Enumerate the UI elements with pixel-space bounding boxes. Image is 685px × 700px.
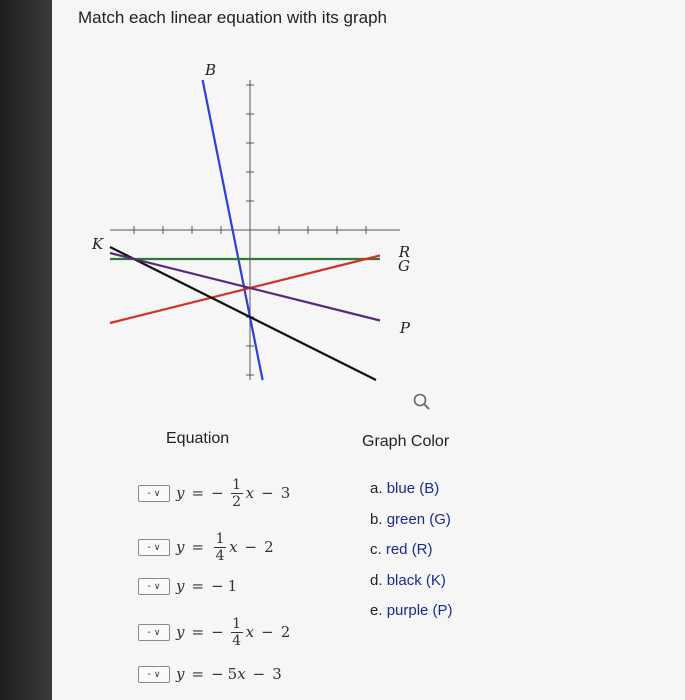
chevron-down-icon: ∨: [153, 668, 161, 679]
chevron-down-icon: ∨: [153, 580, 161, 591]
photo-edge: [0, 0, 52, 700]
equation-row: [138, 476, 291, 510]
answer-dropdown[interactable]: - ∨: [138, 485, 170, 502]
equation: y = − 5 x − 3: [176, 665, 282, 683]
line-P: [110, 253, 380, 321]
chevron-down-icon: ∨: [153, 626, 161, 637]
graph: [80, 50, 410, 390]
equation: y = − $\frac{1}{2}$ x − 3: [176, 476, 291, 510]
fraction: $\frac{1}{2}$: [232, 476, 242, 510]
answer-dropdown[interactable]: - ∨: [138, 666, 170, 683]
equation-row: [138, 530, 274, 564]
option-a: a. blue (B): [370, 480, 440, 497]
fraction: $\frac{1}{4}$: [215, 530, 225, 564]
option-c: c. red (R): [370, 541, 433, 558]
option-e: e. purple (P): [370, 602, 453, 619]
equation: y = − 1: [176, 577, 238, 595]
line-R: [110, 256, 380, 324]
search-icon[interactable]: [412, 392, 432, 412]
answer-dropdown[interactable]: - ∨: [138, 624, 170, 641]
equation: y = $\frac{1}{4}$ x − 2: [176, 530, 274, 564]
label-R: R: [398, 243, 410, 261]
label-P: P: [399, 319, 410, 337]
graph-color-header: Graph Color: [362, 433, 450, 450]
label-B: B: [205, 61, 217, 79]
page-title: Match each linear equation with its graph: [78, 8, 388, 27]
chevron-down-icon: ∨: [153, 541, 161, 552]
axes: [110, 80, 400, 380]
color-options: [370, 478, 453, 631]
equation-header: Equation: [166, 430, 230, 447]
label-K: K: [92, 235, 104, 253]
label-G: G: [398, 257, 410, 275]
equation-row: [138, 615, 291, 649]
equation-row: [138, 662, 282, 686]
answer-dropdown[interactable]: - ∨: [138, 539, 170, 556]
option-b: b. green (G): [370, 510, 451, 528]
option-d: d. black (K): [370, 571, 446, 589]
answer-dropdown[interactable]: - ∨: [138, 578, 170, 595]
fraction: $\frac{1}{4}$: [232, 615, 242, 649]
equation-row: [138, 574, 237, 598]
chevron-down-icon: ∨: [153, 487, 161, 498]
equation: y = − $\frac{1}{4}$ x − 2: [176, 615, 291, 649]
